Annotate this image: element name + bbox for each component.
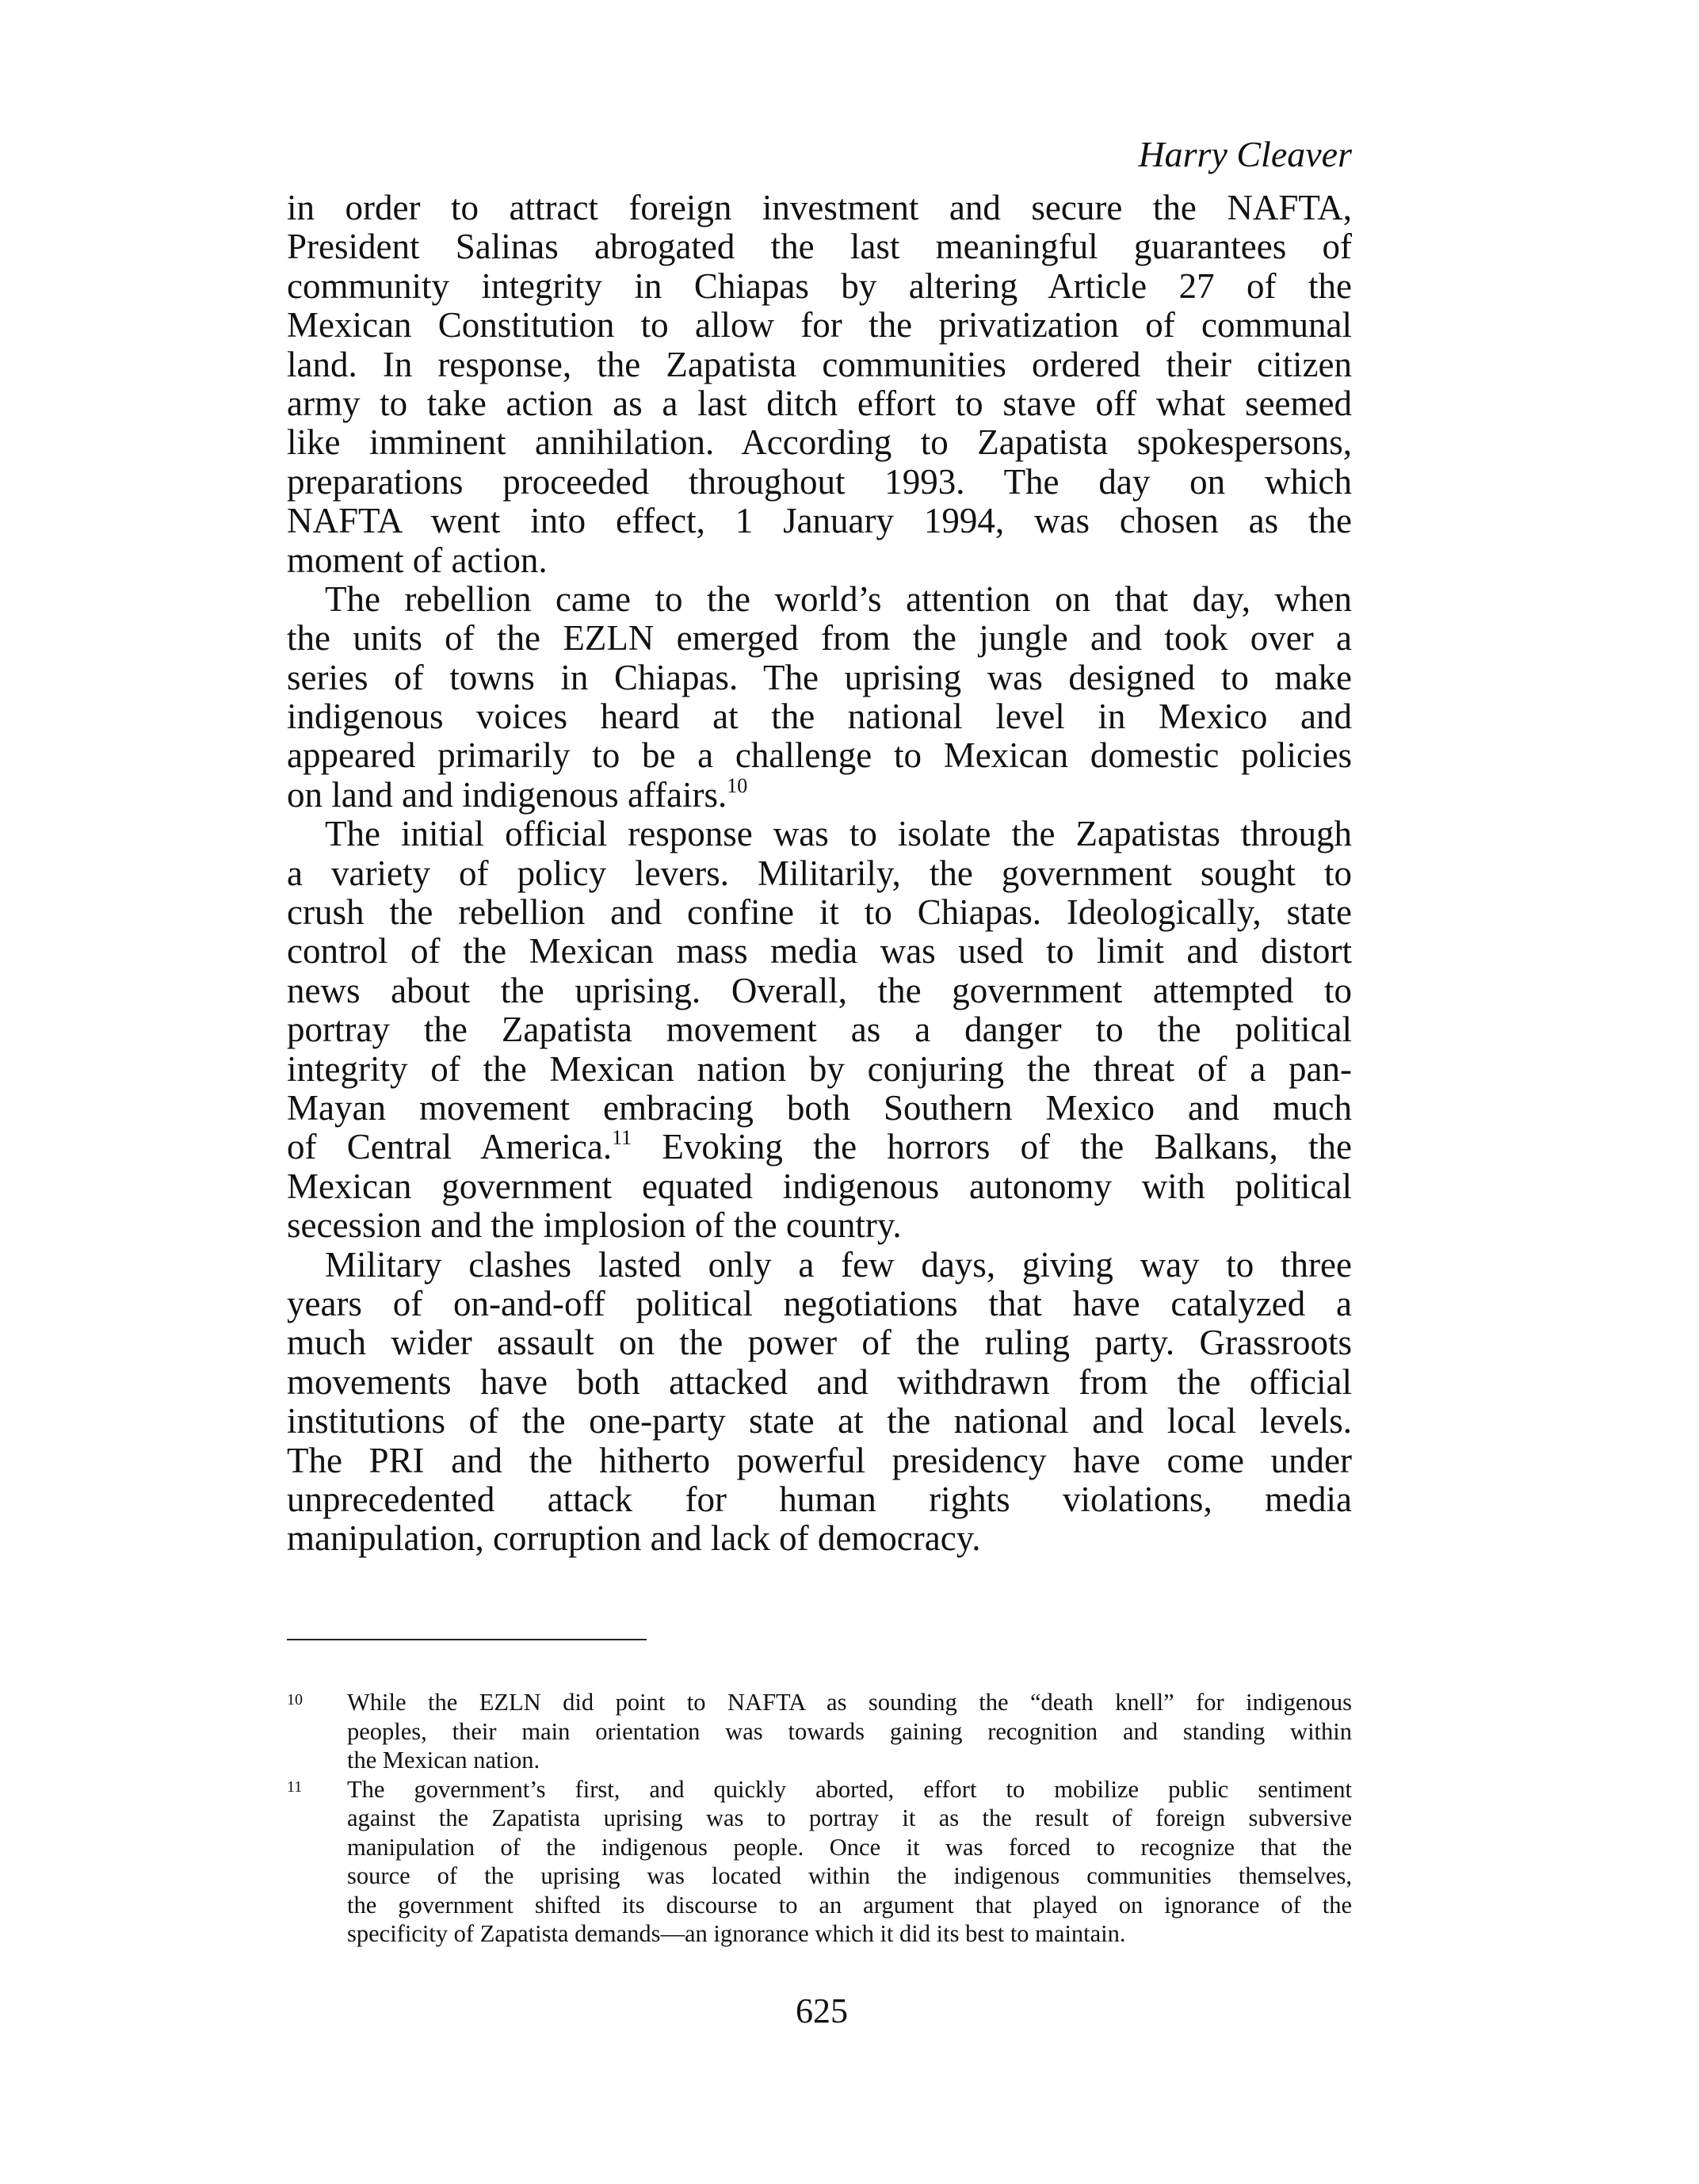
line-text: NAFTA went into effect, 1 January 1994, was chosen as the	[287, 501, 1352, 541]
line-text: preparations proceeded throughout 1993. The day on which	[287, 461, 1352, 502]
text-line	[287, 773, 1352, 815]
line-text: years of on-and-off political negotiations that have catalyzed a	[287, 1283, 1352, 1323]
line-text: The PRI and the hitherto powerful presidency have come under	[287, 1440, 1352, 1480]
paragraph	[287, 1246, 1352, 1559]
line-text: land. In response, the Zapatista communities ordered their citizen	[287, 344, 1352, 384]
line-text: of Central America.	[287, 1127, 613, 1167]
line-text: in order to attract foreign investment and secure the NAFTA,	[287, 188, 1352, 227]
footnote	[287, 1688, 1352, 1775]
text-line	[287, 815, 1352, 853]
footnote-number: 10	[287, 1691, 303, 1709]
line-text: Mexican Constitution to allow for the privatization of communal	[287, 305, 1352, 346]
text-line	[287, 423, 1352, 462]
line-text: army to take action as a last ditch effort to stave off what seemed	[287, 383, 1352, 423]
text-line	[287, 1285, 1352, 1323]
text-line	[287, 697, 1352, 736]
text-line	[287, 1402, 1352, 1441]
line-text: integrity of the Mexican nation by conjuring the threat of a pan-	[287, 1048, 1352, 1089]
text-line	[287, 1128, 1352, 1166]
text-line	[287, 659, 1352, 697]
line-text: unprecedented attack for human rights violations, media	[287, 1479, 1352, 1519]
text-line	[287, 1323, 1352, 1362]
text-line	[287, 189, 1352, 227]
text-line	[287, 346, 1352, 384]
text-line	[287, 972, 1352, 1010]
text-line	[287, 384, 1352, 423]
footnote-reference[interactable]: 10	[727, 773, 748, 797]
line-text: news about the uprising. Overall, the government attempted to	[287, 970, 1352, 1010]
paragraph	[287, 189, 1352, 580]
line-text: The initial official response was to isolate the Zapatistas through	[325, 814, 1352, 854]
text-line	[287, 619, 1352, 658]
text-line	[287, 893, 1352, 932]
text-line	[287, 267, 1352, 306]
text-line	[287, 580, 1352, 619]
running-header-author: Harry Cleaver	[1138, 134, 1352, 174]
body-text	[287, 189, 1352, 1559]
line-text: like imminent annihilation. According to Zapatista spokespersons,	[287, 422, 1352, 463]
text-line	[287, 541, 1352, 580]
footnote-line: peoples, their main orientation was towards gaining recognition and standing within	[347, 1717, 1352, 1745]
footnote-line: The government’s first, and quickly aborted, effort to mobilize public sentiment	[347, 1775, 1352, 1803]
line-text: Mayan movement embracing both Southern Mexico and much	[287, 1087, 1352, 1128]
line-text: appeared primarily to be a challenge to Mexican domestic policies	[287, 735, 1352, 776]
line-text: movements have both attacked and withdrawn from the official	[287, 1361, 1352, 1402]
line-text: institutions of the one-party state at the national and local levels.	[287, 1401, 1352, 1441]
line-text: The rebellion came to the world’s attention on that day, when	[325, 578, 1352, 619]
text-line	[287, 1519, 1352, 1558]
paragraph	[287, 580, 1352, 815]
text-line	[287, 1167, 1352, 1206]
text-line	[287, 227, 1352, 266]
text-line	[287, 736, 1352, 775]
footnotes	[287, 1688, 1352, 1949]
text-line	[287, 1089, 1352, 1128]
line-text: the units of the EZLN emerged from the jungle and took over a	[287, 618, 1352, 659]
footnote-line: While the EZLN did point to NAFTA as sounding the “death knell” for indigenous	[347, 1689, 1352, 1716]
line-text: much wider assault on the power of the ruling party. Grassroots	[287, 1323, 1352, 1363]
line-text: a variety of policy levers. Militarily, the government sought to	[287, 853, 1352, 893]
text-line	[287, 1246, 1352, 1285]
footnote-line: against the Zapatista uprising was to portray it as the result of foreign subversive	[347, 1804, 1352, 1831]
text-line	[287, 463, 1352, 502]
page-number-container	[0, 1991, 1699, 2031]
footnote-number: 11	[287, 1777, 303, 1796]
line-text: on land and indigenous affairs.	[287, 774, 727, 815]
paragraph	[287, 815, 1352, 1245]
line-text: community integrity in Chiapas by altering Article 27 of the	[287, 265, 1352, 306]
line-text: crush the rebellion and confine it to Chiapas. Ideologically, state	[287, 892, 1352, 933]
text-line	[287, 306, 1352, 345]
page-number: 625	[796, 1991, 848, 2030]
line-text: secession and the implosion of the country.	[287, 1205, 902, 1246]
footnote-line: the Mexican nation.	[347, 1747, 540, 1774]
line-text: series of towns in Chiapas. The uprising was designed to make	[287, 657, 1352, 697]
text-line	[287, 932, 1352, 971]
line-text: moment of action.	[287, 540, 548, 580]
text-line	[287, 1441, 1352, 1480]
text-line	[287, 1206, 1352, 1245]
footnote-reference[interactable]: 11	[612, 1126, 632, 1150]
line-text: Mexican government equated indigenous autonomy with political	[287, 1166, 1352, 1206]
text-line	[287, 1363, 1352, 1402]
footnote-separator	[287, 1639, 647, 1640]
footnote-line: specificity of Zapatista demands—an ignorance which it did its best to maintain.	[347, 1920, 1126, 1947]
line-text: manipulation, corruption and lack of democracy.	[287, 1518, 981, 1559]
text-line	[287, 1010, 1352, 1049]
line-text: portray the Zapatista movement as a danger to the political	[287, 1010, 1352, 1050]
footnote	[287, 1775, 1352, 1949]
text-line	[287, 1480, 1352, 1519]
line-text: Evoking the horrors of the Balkans, the	[632, 1127, 1352, 1167]
text-line	[287, 854, 1352, 893]
line-text: indigenous voices heard at the national level in Mexico and	[287, 697, 1352, 737]
line-text: control of the Mexican mass media was used to limit and distort	[287, 931, 1352, 972]
footnote-line: source of the uprising was located within the indigenous communities themselves,	[347, 1862, 1352, 1889]
text-line	[287, 502, 1352, 540]
line-text: President Salinas abrogated the last meaningful guarantees of	[287, 227, 1352, 267]
text-line	[287, 1050, 1352, 1089]
footnote-line: manipulation of the indigenous people. Once it was forced to recognize that the	[347, 1833, 1352, 1861]
line-text: Military clashes lasted only a few days, giving way to three	[325, 1244, 1352, 1285]
footnote-line: the government shifted its discourse to an argument that played on ignorance of the	[347, 1891, 1352, 1919]
